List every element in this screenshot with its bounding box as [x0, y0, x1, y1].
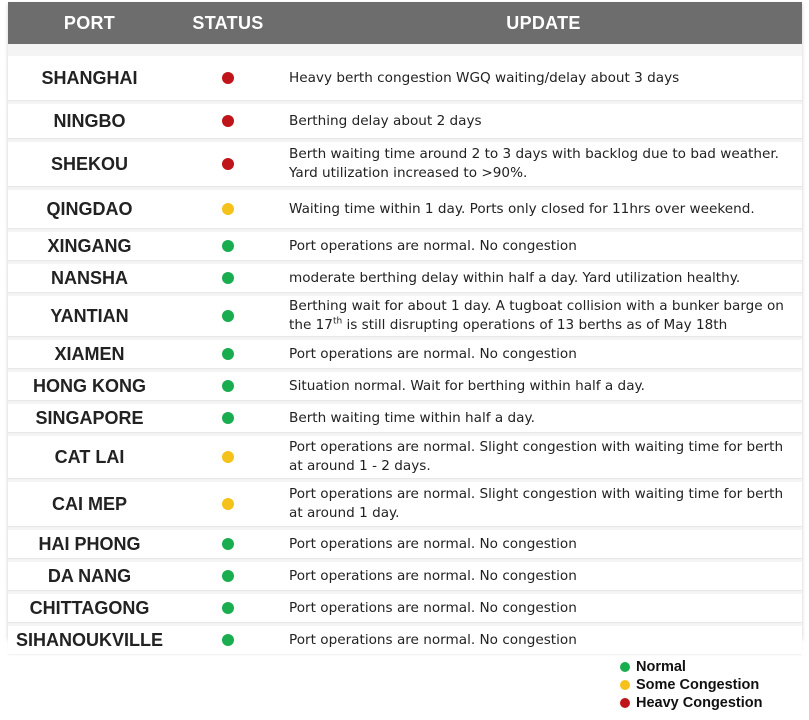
- status-cell: [171, 498, 285, 510]
- legend-some-label: Some Congestion: [636, 677, 760, 693]
- legend-heavy-congestion: [620, 694, 763, 712]
- update-text: Port operations are normal. No congestion: [289, 631, 577, 648]
- table-row: [8, 562, 802, 590]
- table-row: [8, 530, 802, 558]
- table-row: [8, 594, 802, 622]
- update-text: Port operations are normal. No congestion: [289, 567, 577, 584]
- status-dot-icon: [222, 158, 234, 170]
- red-dot-icon: [620, 698, 630, 708]
- table-row: [8, 142, 802, 186]
- port-name: NINGBO: [53, 110, 126, 131]
- yellow-dot-icon: [620, 680, 630, 690]
- port-name: SHEKOU: [50, 153, 128, 174]
- port-name: XIAMEN: [54, 343, 125, 364]
- update-text: Waiting time within 1 day. Ports only closed for 11hrs over weekend.: [289, 200, 755, 217]
- status-dot-icon: [222, 310, 234, 322]
- status-cell: [171, 451, 285, 463]
- status-cell: [171, 634, 285, 646]
- table-body: [8, 44, 802, 654]
- port-name: XINGANG: [47, 235, 132, 256]
- status-cell: [171, 310, 285, 322]
- status-dot-icon: [222, 498, 234, 510]
- table-row: [8, 232, 802, 260]
- legend-normal-label: Normal: [636, 659, 686, 675]
- port-name: CHITTAGONG: [29, 597, 150, 618]
- status-dot-icon: [222, 451, 234, 463]
- update-text: Port operations are normal. No congestion: [289, 535, 577, 552]
- table-header: [8, 2, 802, 44]
- status-dot-icon: [222, 538, 234, 550]
- status-cell: [171, 158, 285, 170]
- port-name: YANTIAN: [50, 305, 129, 326]
- update-text: Berth waiting time around 2 to 3 days with backlog due to bad weather. Yard utilization increased to >90%.: [289, 146, 780, 181]
- status-cell: [171, 348, 285, 360]
- table-row: [8, 340, 802, 368]
- update-text: Situation normal. Wait for berthing within half a day.: [289, 377, 645, 394]
- status-dot-icon: [222, 115, 234, 127]
- status-cell: [171, 272, 285, 284]
- status-cell: [171, 72, 285, 84]
- status-dot-icon: [222, 203, 234, 215]
- update-text: moderate berthing delay within half a day. Yard utilization healthy.: [289, 269, 741, 286]
- port-name: SHANGHAI: [41, 67, 138, 88]
- port-name: CAT LAI: [54, 446, 125, 467]
- status-cell: [171, 412, 285, 424]
- table-row: [8, 482, 802, 526]
- update-text-part: Berthing wait for about 1 day. A tugboat collision with a bunker barge on the 17: [289, 298, 784, 333]
- header-update: UPDATE: [506, 12, 581, 33]
- table-row: [8, 190, 802, 228]
- update-text-part: is still disrupting operations of 13 berths as of May 18th: [342, 317, 728, 333]
- port-status-table: [8, 2, 802, 650]
- table-row: [8, 626, 802, 654]
- update-text: [285, 297, 802, 335]
- status-cell: [171, 602, 285, 614]
- status-dot-icon: [222, 72, 234, 84]
- table-row: [8, 296, 802, 336]
- status-dot-icon: [222, 348, 234, 360]
- port-name: HONG KONG: [32, 375, 146, 396]
- status-cell: [171, 538, 285, 550]
- green-dot-icon: [620, 662, 630, 672]
- port-name: CAI MEP: [51, 493, 127, 514]
- status-dot-icon: [222, 412, 234, 424]
- update-text-superscript: th: [332, 316, 343, 327]
- status-cell: [171, 115, 285, 127]
- update-text: Heavy berth congestion WGQ waiting/delay about 3 days: [289, 69, 680, 86]
- status-dot-icon: [222, 570, 234, 582]
- status-cell: [171, 203, 285, 215]
- update-text: Port operations are normal. No congestion: [289, 345, 577, 362]
- table-row: [8, 56, 802, 100]
- table-row: [8, 264, 802, 292]
- status-cell: [171, 240, 285, 252]
- header-port: PORT: [63, 12, 116, 33]
- legend-normal: [620, 658, 763, 676]
- table-row: [8, 372, 802, 400]
- status-cell: [171, 380, 285, 392]
- status-dot-icon: [222, 240, 234, 252]
- port-name: HAI PHONG: [38, 533, 141, 554]
- legend: [620, 658, 763, 712]
- port-name: DA NANG: [47, 565, 132, 586]
- update-text: Port operations are normal. Slight congestion with waiting time for berth at around 1 day.: [289, 486, 784, 521]
- update-text: Port operations are normal. Slight congestion with waiting time for berth at around 1 - 2 days.: [289, 439, 784, 474]
- update-text: Berth waiting time within half a day.: [289, 409, 535, 426]
- legend-heavy-label: Heavy Congestion: [636, 695, 763, 711]
- status-dot-icon: [222, 272, 234, 284]
- port-name: QINGDAO: [46, 198, 133, 219]
- port-name: SIHANOUKVILLE: [15, 629, 163, 650]
- update-text: Berthing delay about 2 days: [289, 112, 482, 129]
- legend-some-congestion: [620, 676, 763, 694]
- status-dot-icon: [222, 602, 234, 614]
- port-name: NANSHA: [50, 267, 128, 288]
- status-dot-icon: [222, 634, 234, 646]
- update-text: Port operations are normal. No congestion: [289, 599, 577, 616]
- table-row: [8, 436, 802, 478]
- port-name: SINGAPORE: [35, 407, 144, 428]
- status-cell: [171, 570, 285, 582]
- status-dot-icon: [222, 380, 234, 392]
- table-row: [8, 104, 802, 138]
- update-text: Port operations are normal. No congestion: [289, 237, 577, 254]
- table-row: [8, 404, 802, 432]
- header-status: STATUS: [192, 12, 264, 33]
